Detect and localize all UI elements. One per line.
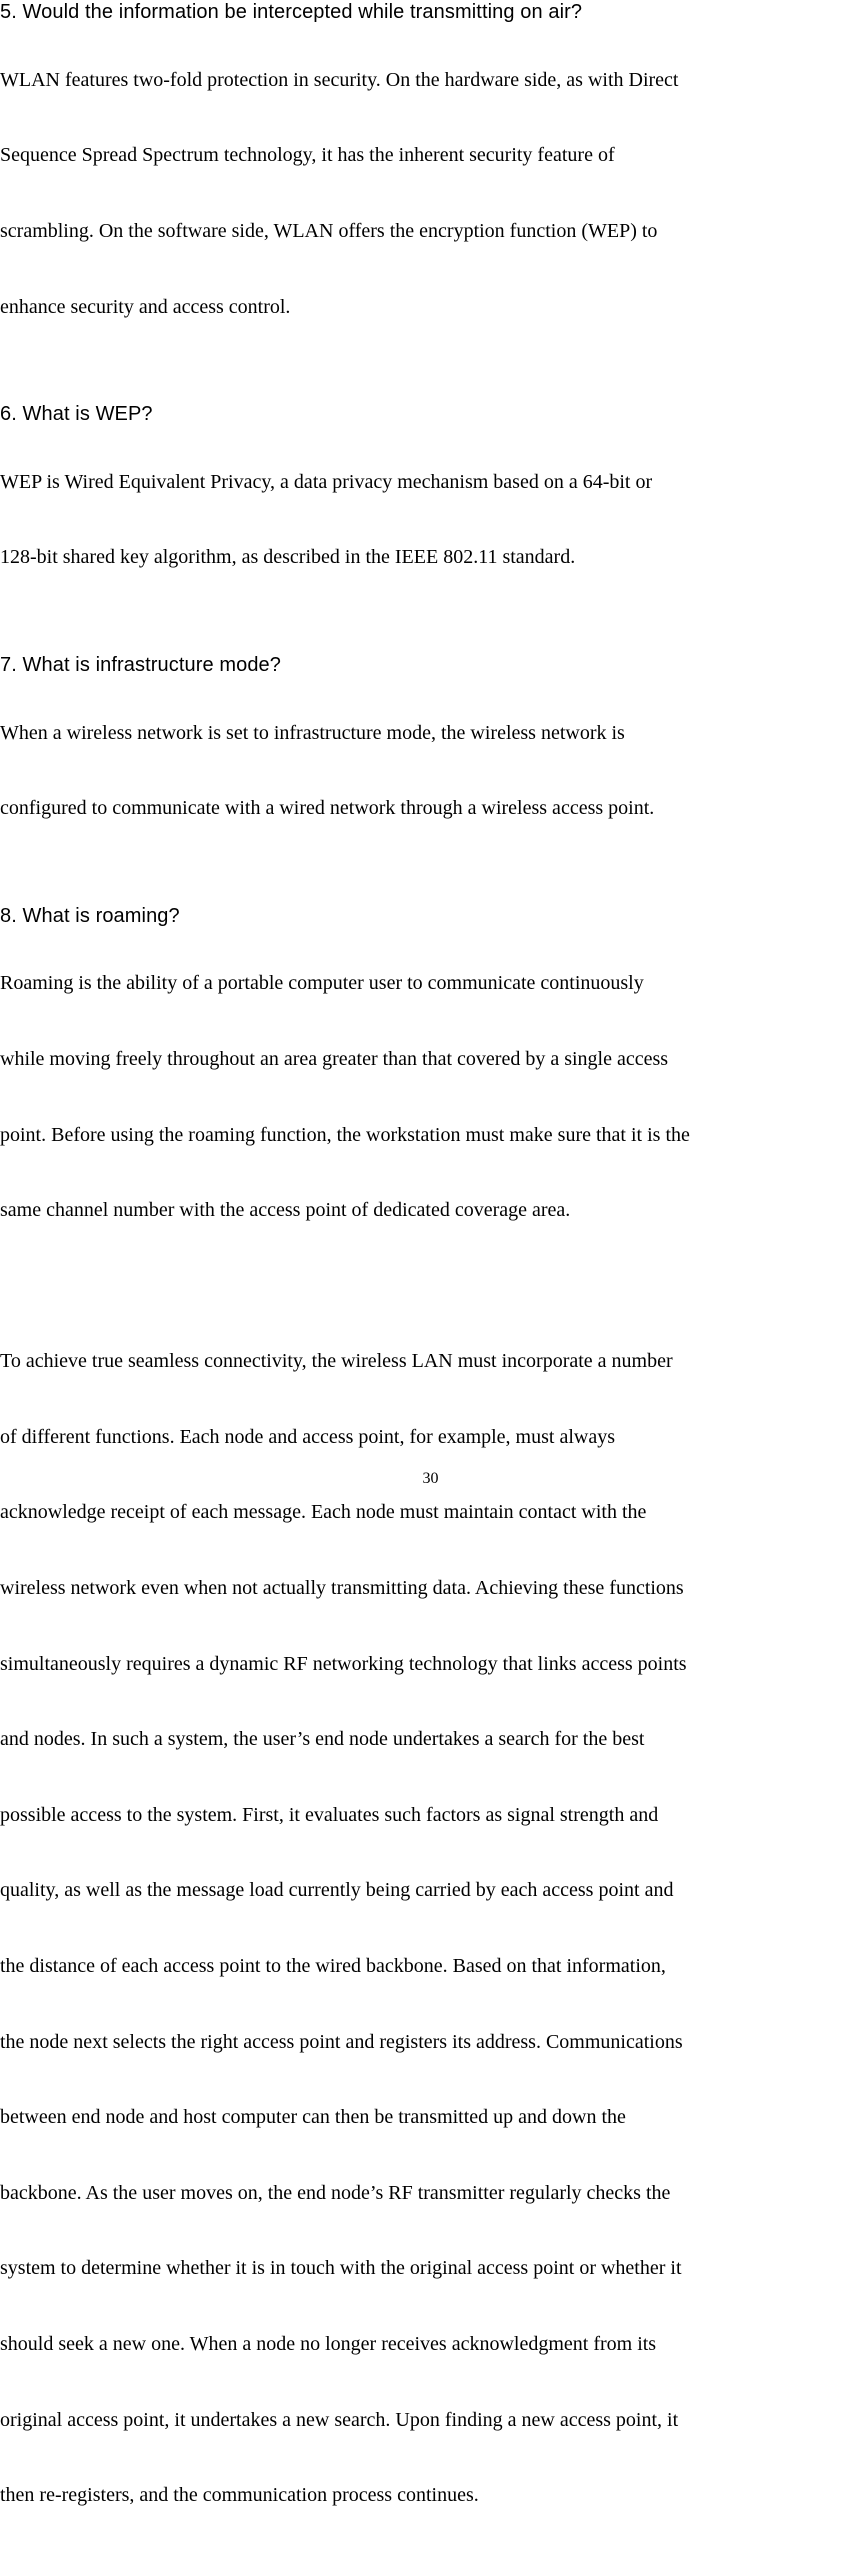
text-line: enhance security and access control. xyxy=(0,295,291,318)
body-paragraph xyxy=(0,1306,861,2553)
text-line: while moving freely throughout an area greater than that covered by a single access xyxy=(0,1047,669,1070)
question-heading: 7. What is infrastructure mode? xyxy=(0,653,281,676)
text-line: should seek a new one. When a node no longer receives acknowledgment from its xyxy=(0,2333,657,2356)
text-line: simultaneously requires a dynamic RF networking technology that links access points xyxy=(0,1652,687,1675)
spacer xyxy=(0,866,861,904)
faq-section-8 xyxy=(0,904,861,1268)
roaming-detail-section xyxy=(0,1306,861,2553)
answer-paragraph xyxy=(0,24,861,364)
text-line: wireless network even when not actually transmitting data. Achieving these functions xyxy=(0,1577,684,1600)
text-line: 128-bit shared key algorithm, as described in the IEEE 802.11 standard. xyxy=(0,546,576,569)
faq-section-6 xyxy=(0,402,861,615)
text-line: WLAN features two-fold protection in security. On the hardware side, as with Direct xyxy=(0,68,679,91)
text-line: WEP is Wired Equivalent Privacy, a data privacy mechanism based on a 64-bit or xyxy=(0,470,653,493)
text-line: the distance of each access point to the wired backbone. Based on that information, xyxy=(0,1955,666,1978)
text-line: between end node and host computer can then be transmitted up and down the xyxy=(0,2106,626,2129)
answer-paragraph xyxy=(0,426,861,615)
answer-paragraph xyxy=(0,677,861,866)
answer-paragraph xyxy=(0,928,861,1268)
page-number: 30 xyxy=(422,1470,439,1487)
text-line: system to determine whether it is in touch with the original access point or whether it xyxy=(0,2257,682,2280)
text-line: scrambling. On the software side, WLAN offers the encryption function (WEP) to xyxy=(0,219,658,242)
text-line: the node next selects the right access point and registers its address. Communications xyxy=(0,2030,683,2053)
text-line: and nodes. In such a system, the user’s end node undertakes a search for the best xyxy=(0,1728,645,1751)
text-line: acknowledge receipt of each message. Each node must maintain contact with the xyxy=(0,1501,647,1524)
text-line: of different functions. Each node and access point, for example, must always xyxy=(0,1425,615,1448)
text-line: When a wireless network is set to infrastructure mode, the wireless network is xyxy=(0,721,625,744)
spacer xyxy=(0,1268,861,1306)
faq-section-7 xyxy=(0,653,861,866)
text-line: To achieve true seamless connectivity, the wireless LAN must incorporate a number xyxy=(0,1350,673,1373)
text-line: then re-registers, and the communication process continues. xyxy=(0,2484,479,2507)
faq-section-5 xyxy=(0,0,861,364)
question-heading: 5. Would the information be intercepted while transmitting on air? xyxy=(0,1,583,23)
text-line: same channel number with the access point of dedicated coverage area. xyxy=(0,1199,571,1222)
text-line: point. Before using the roaming function, the workstation must make sure that it is the xyxy=(0,1123,690,1146)
question-heading: 6. What is WEP? xyxy=(0,402,153,425)
spacer xyxy=(0,364,861,402)
text-line: quality, as well as the message load currently being carried by each access point and xyxy=(0,1879,674,1902)
text-line: Sequence Spread Spectrum technology, it has the inherent security feature of xyxy=(0,144,615,167)
text-line: original access point, it undertakes a new search. Upon finding a new access point, it xyxy=(0,2408,679,2431)
text-line: Roaming is the ability of a portable computer user to communicate continuously xyxy=(0,972,644,995)
spacer xyxy=(0,615,861,653)
text-line: possible access to the system. First, it evaluates such factors as signal strength and xyxy=(0,1803,659,1826)
text-line: configured to communicate with a wired network through a wireless access point. xyxy=(0,797,655,820)
question-heading: 8. What is roaming? xyxy=(0,904,180,927)
text-line: backbone. As the user moves on, the end node’s RF transmitter regularly checks the xyxy=(0,2181,671,2204)
